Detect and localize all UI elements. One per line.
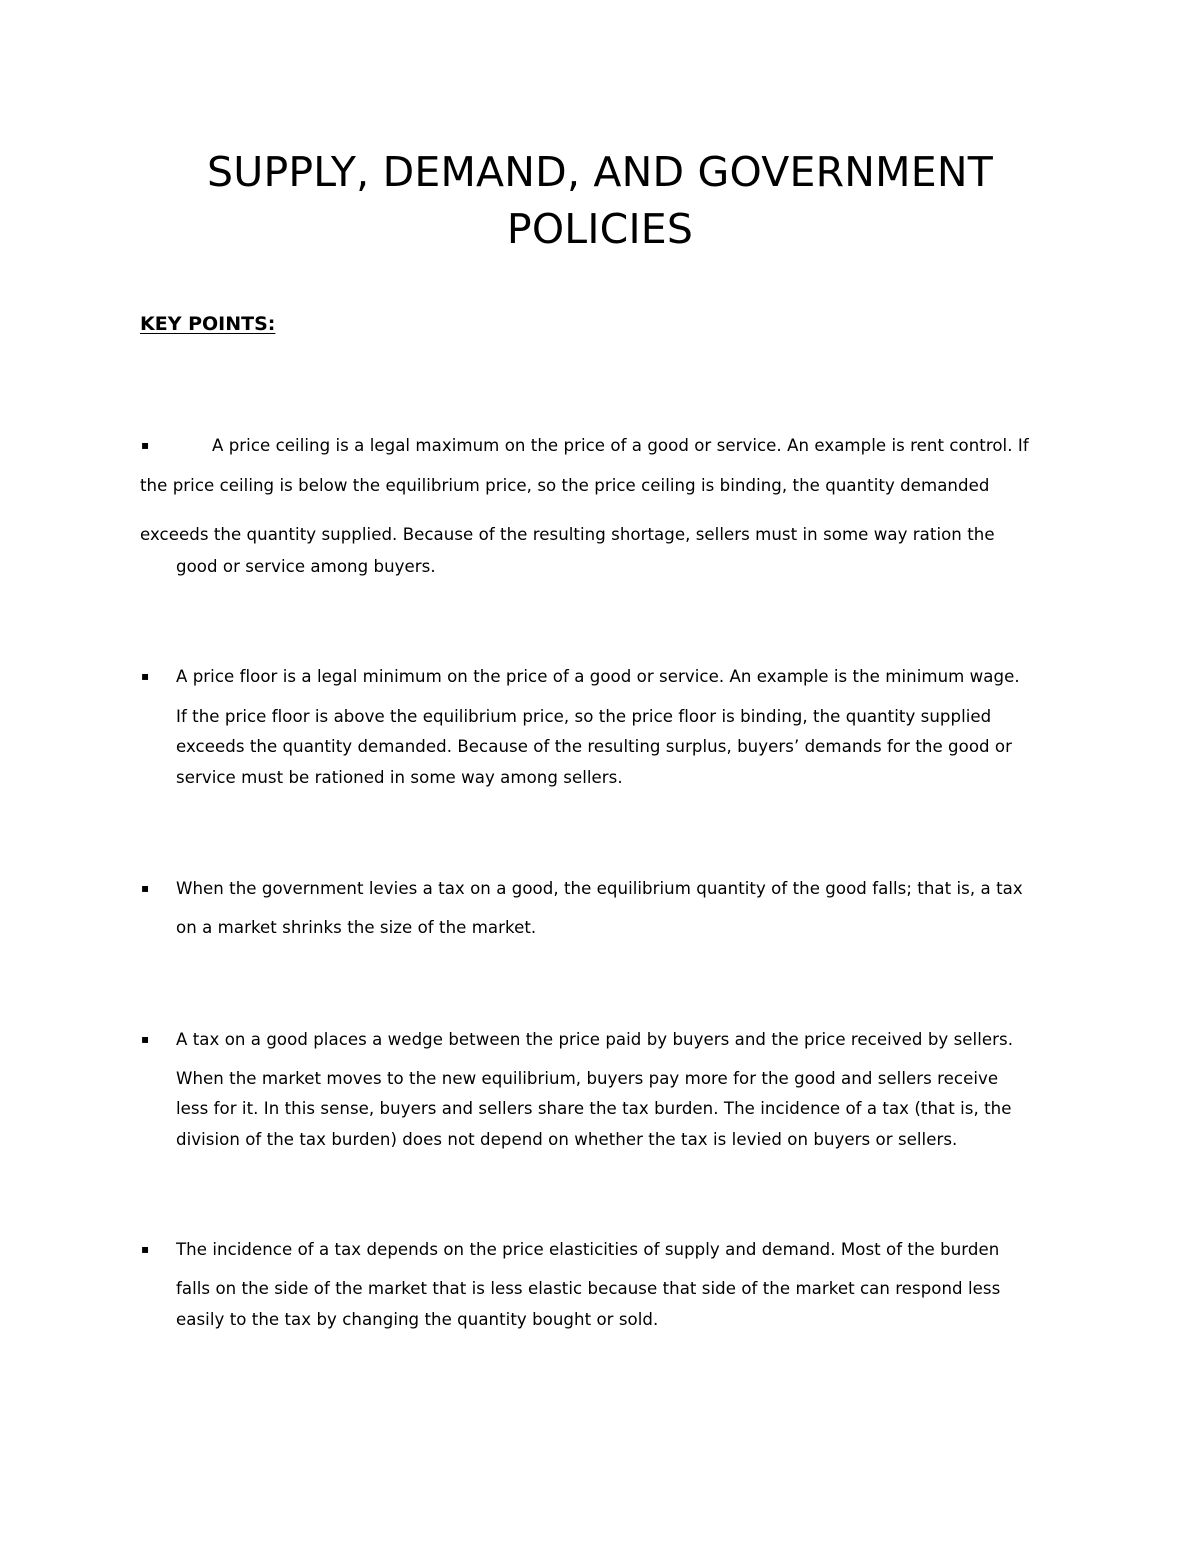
bullet-icon: ▪ <box>141 669 150 683</box>
key-point-5-line-1: The incidence of a tax depends on the price elasticities of supply and demand. Most of the burden <box>176 1240 1000 1259</box>
key-points-heading: KEY POINTS: <box>140 313 276 335</box>
bullet-icon: ▪ <box>141 1032 150 1046</box>
bullet-icon: ▪ <box>141 881 150 895</box>
key-point-1-line-3: exceeds the quantity supplied. Because of the resulting shortage, sellers must in some way ration the <box>140 525 995 544</box>
key-point-1-line-1: A price ceiling is a legal maximum on the price of a good or service. An example is rent control. If <box>212 436 1029 455</box>
bullet-icon: ▪ <box>141 1242 150 1256</box>
key-point-1-line-4: good or service among buyers. <box>176 557 436 576</box>
key-point-5-line-3: easily to the tax by changing the quantity bought or sold. <box>176 1310 659 1329</box>
key-point-2-line-3: exceeds the quantity demanded. Because of the resulting surplus, buyers’ demands for the good or <box>176 737 1013 756</box>
key-point-4-line-2: When the market moves to the new equilibrium, buyers pay more for the good and sellers receive <box>176 1069 999 1088</box>
key-point-3-line-1: When the government levies a tax on a good, the equilibrium quantity of the good falls; that is, a tax <box>176 879 1023 898</box>
key-point-3-line-2: on a market shrinks the size of the market. <box>176 918 537 937</box>
key-point-2-line-1: A price floor is a legal minimum on the price of a good or service. An example is the minimum wage. <box>176 667 1020 686</box>
document-title-line-2: POLICIES <box>506 205 694 253</box>
document-title-line-1: SUPPLY, DEMAND, AND GOVERNMENT <box>207 148 993 196</box>
bullet-icon: ▪ <box>141 438 150 452</box>
key-point-2-line-4: service must be rationed in some way among sellers. <box>176 768 623 787</box>
key-point-1-line-2: the price ceiling is below the equilibrium price, so the price ceiling is binding, the quantity demanded <box>140 476 990 495</box>
key-point-4-line-4: division of the tax burden) does not depend on whether the tax is levied on buyers or sellers. <box>176 1130 958 1149</box>
key-point-5-line-2: falls on the side of the market that is less elastic because that side of the market can respond less <box>176 1279 1001 1298</box>
key-point-4-line-1: A tax on a good places a wedge between the price paid by buyers and the price received by sellers. <box>176 1030 1014 1049</box>
key-point-4-line-3: less for it. In this sense, buyers and sellers share the tax burden. The incidence of a tax (that is, the <box>176 1099 1012 1118</box>
key-point-2-line-2: If the price floor is above the equilibrium price, so the price floor is binding, the quantity supplied <box>176 707 992 726</box>
